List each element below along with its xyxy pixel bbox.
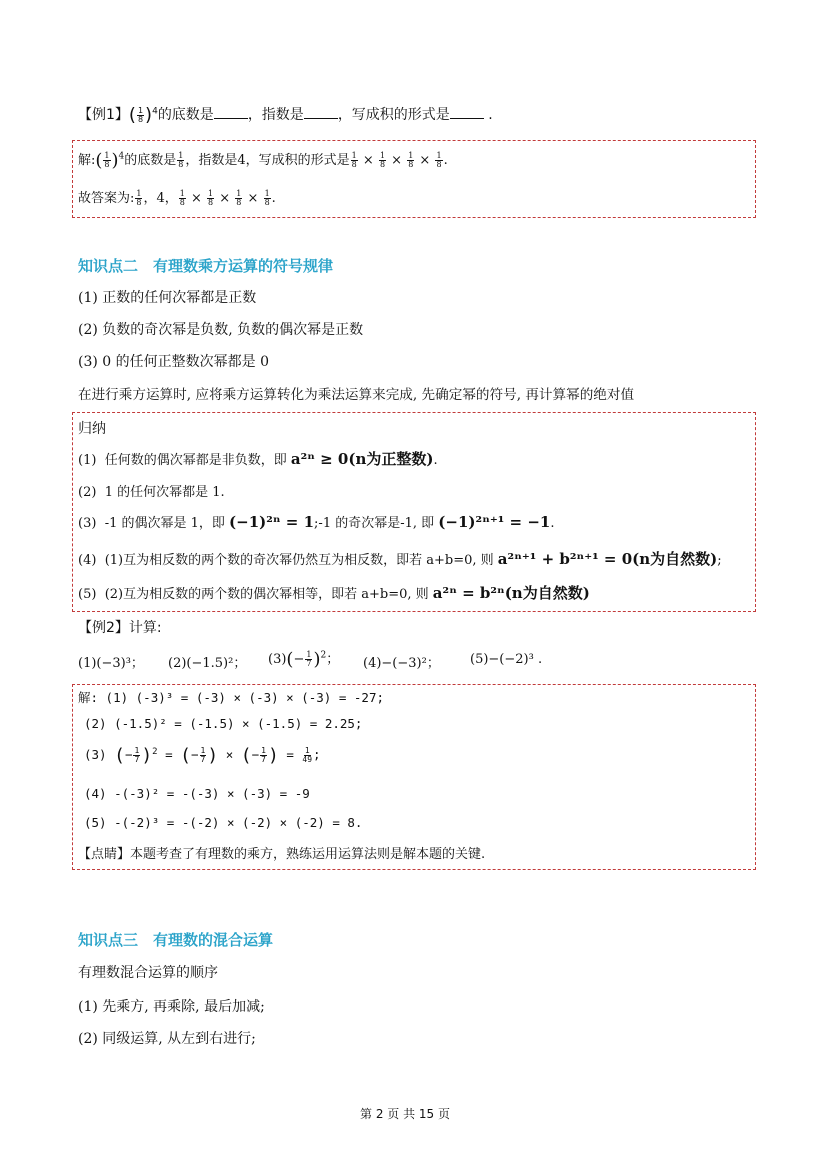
section2-title: 知识点二 有理数乘方运算的符号规律: [78, 257, 334, 275]
answer-end: .: [271, 191, 276, 206]
answer-blank[interactable]: [304, 106, 338, 119]
answer-values: ，4，: [143, 191, 178, 206]
example2-solution-2: (2) (-1.5)² = (-1.5) × (-1.5) = 2.25;: [84, 716, 363, 731]
solution-prefix: 解:: [78, 153, 96, 168]
example2-problem-4: (4)−(−3)²；: [363, 656, 440, 671]
section2-item-2: (2) 负数的奇次幂是负数, 负数的偶次幂是正数: [78, 322, 364, 338]
example1-text: 的底数是: [157, 107, 214, 123]
example2-solution-4: (4) -(-3)² = -(-3) × (-3) = -9: [84, 786, 310, 801]
example1-solution-line1: 解:( $\frac{1}{8}$ )$^4$的底数是 $\frac{1}{8}$ ，指数是4，写成积的形式是 $\frac{1}{8}$ × $\frac{1}{8}$ × $\frac{1}{8}$ × $\frac{1}{8}$ .: [78, 150, 448, 171]
example2-problem-2: (2)(−1.5)²；: [168, 656, 247, 671]
section2-paragraph: 在进行乘方运算时, 应将乘方运算转化为乘法运算来完成, 先确定幂的符号, 再计算幂的绝对值: [78, 387, 635, 403]
example2-solution-5: (5) -(-2)³ = -(-2) × (-2) × (-2) = 8.: [84, 815, 363, 830]
summary-item-5: (5) (2)互为相反数的两个数的偶次幂相等，即若 a+b=0, 则 a²ⁿ = b²ⁿ(n为自然数): [78, 584, 590, 602]
paren-left-icon: (: [128, 104, 136, 126]
section2-item-3: (3) 0 的任何正整数次幂都是 0: [78, 354, 269, 370]
section3-item-2: (2) 同级运算, 从左到右进行;: [78, 1031, 256, 1047]
example1-question: 【例1】( $\frac{1}{8}$ )$^4$的底数是 ，指数是 ，写成积的形式是 .: [78, 104, 493, 126]
section3-title: 知识点三 有理数的混合运算: [78, 931, 274, 949]
math-expression: (−1)²ⁿ = 1: [229, 513, 315, 531]
example2-label: 【例2】计算:: [78, 620, 162, 636]
example1-answer-line: 故答案为: $\frac{1}{8}$ ，4， $\frac{1}{8}$ × $\frac{1}{8}$ × $\frac{1}{8}$ × $\frac{1}{8}$ .: [78, 189, 276, 207]
example2-problem-5: (5)−(−2)³ .: [470, 652, 543, 667]
example2-problem-3: (3)(− $\frac{1}{7}$ )$^2$；: [268, 649, 340, 670]
math-expression: a²ⁿ⁺¹ + b²ⁿ⁺¹ = 0(n为自然数): [497, 550, 718, 568]
solution-text: 的底数是: [124, 153, 177, 168]
example1-end: .: [488, 107, 493, 123]
example1-label: 【例1】: [78, 107, 129, 123]
page-footer: 第 2 页 共 15 页: [360, 1107, 450, 1121]
paren-right-icon: ): [145, 104, 153, 126]
summary-title: 归纳: [78, 421, 106, 437]
section2-item-1: (1) 正数的任何次幂都是正数: [78, 290, 257, 306]
math-expression: a²ⁿ = b²ⁿ(n为自然数): [432, 584, 590, 602]
summary-item-2: (2) 1 的任何次幂都是 1.: [78, 485, 225, 500]
example2-comment: 【点睛】本题考查了有理数的乘方，熟练运用运算法则是解本题的关键.: [78, 847, 486, 862]
example2-solution-3: (3) (− $\frac{1}{7}$ )$^2$ = (− $\frac{1}{7}$ ) × (− $\frac{1}{7}$ ) = $\frac{1}{49}$ ;: [84, 745, 321, 766]
summary-item-1: (1) 任何数的偶次幂都是非负数，即 a²ⁿ ≥ 0(n为正整数).: [78, 450, 438, 468]
section3-item-1: (1) 先乘方, 再乘除, 最后加减;: [78, 999, 265, 1015]
summary-item-3: (3) -1 的偶次幂是 1，即 (−1)²ⁿ = 1;-1 的奇次幂是-1, 即 (−1)²ⁿ⁺¹ = −1.: [78, 513, 555, 531]
answer-blank[interactable]: [450, 106, 484, 119]
summary-item-4: (4) (1)互为相反数的两个数的奇次幂仍然互为相反数，即若 a+b=0, 则 a²ⁿ⁺¹ + b²ⁿ⁺¹ = 0(n为自然数);: [78, 550, 722, 568]
section3-intro: 有理数混合运算的顺序: [78, 965, 218, 981]
example1-sep2: ，写成积的形式是: [337, 107, 450, 123]
math-expression: (−1)²ⁿ⁺¹ = −1: [438, 513, 551, 531]
example1-sep1: ，指数是: [247, 107, 304, 123]
example2-problem-1: (1)(−3)³；: [78, 656, 144, 671]
solution-text2: ，指数是4，写成积的形式是: [185, 153, 350, 168]
example2-solution-1: 解: (1) (-3)³ = (-3) × (-3) × (-3) = -27;: [78, 690, 384, 705]
fraction-one-eighth: $\frac{1}{8}$: [137, 105, 144, 124]
math-expression: a²ⁿ ≥ 0(n为正整数): [290, 450, 434, 468]
solution-end: .: [443, 153, 448, 168]
answer-prefix: 故答案为:: [78, 191, 135, 206]
answer-blank[interactable]: [214, 106, 248, 119]
